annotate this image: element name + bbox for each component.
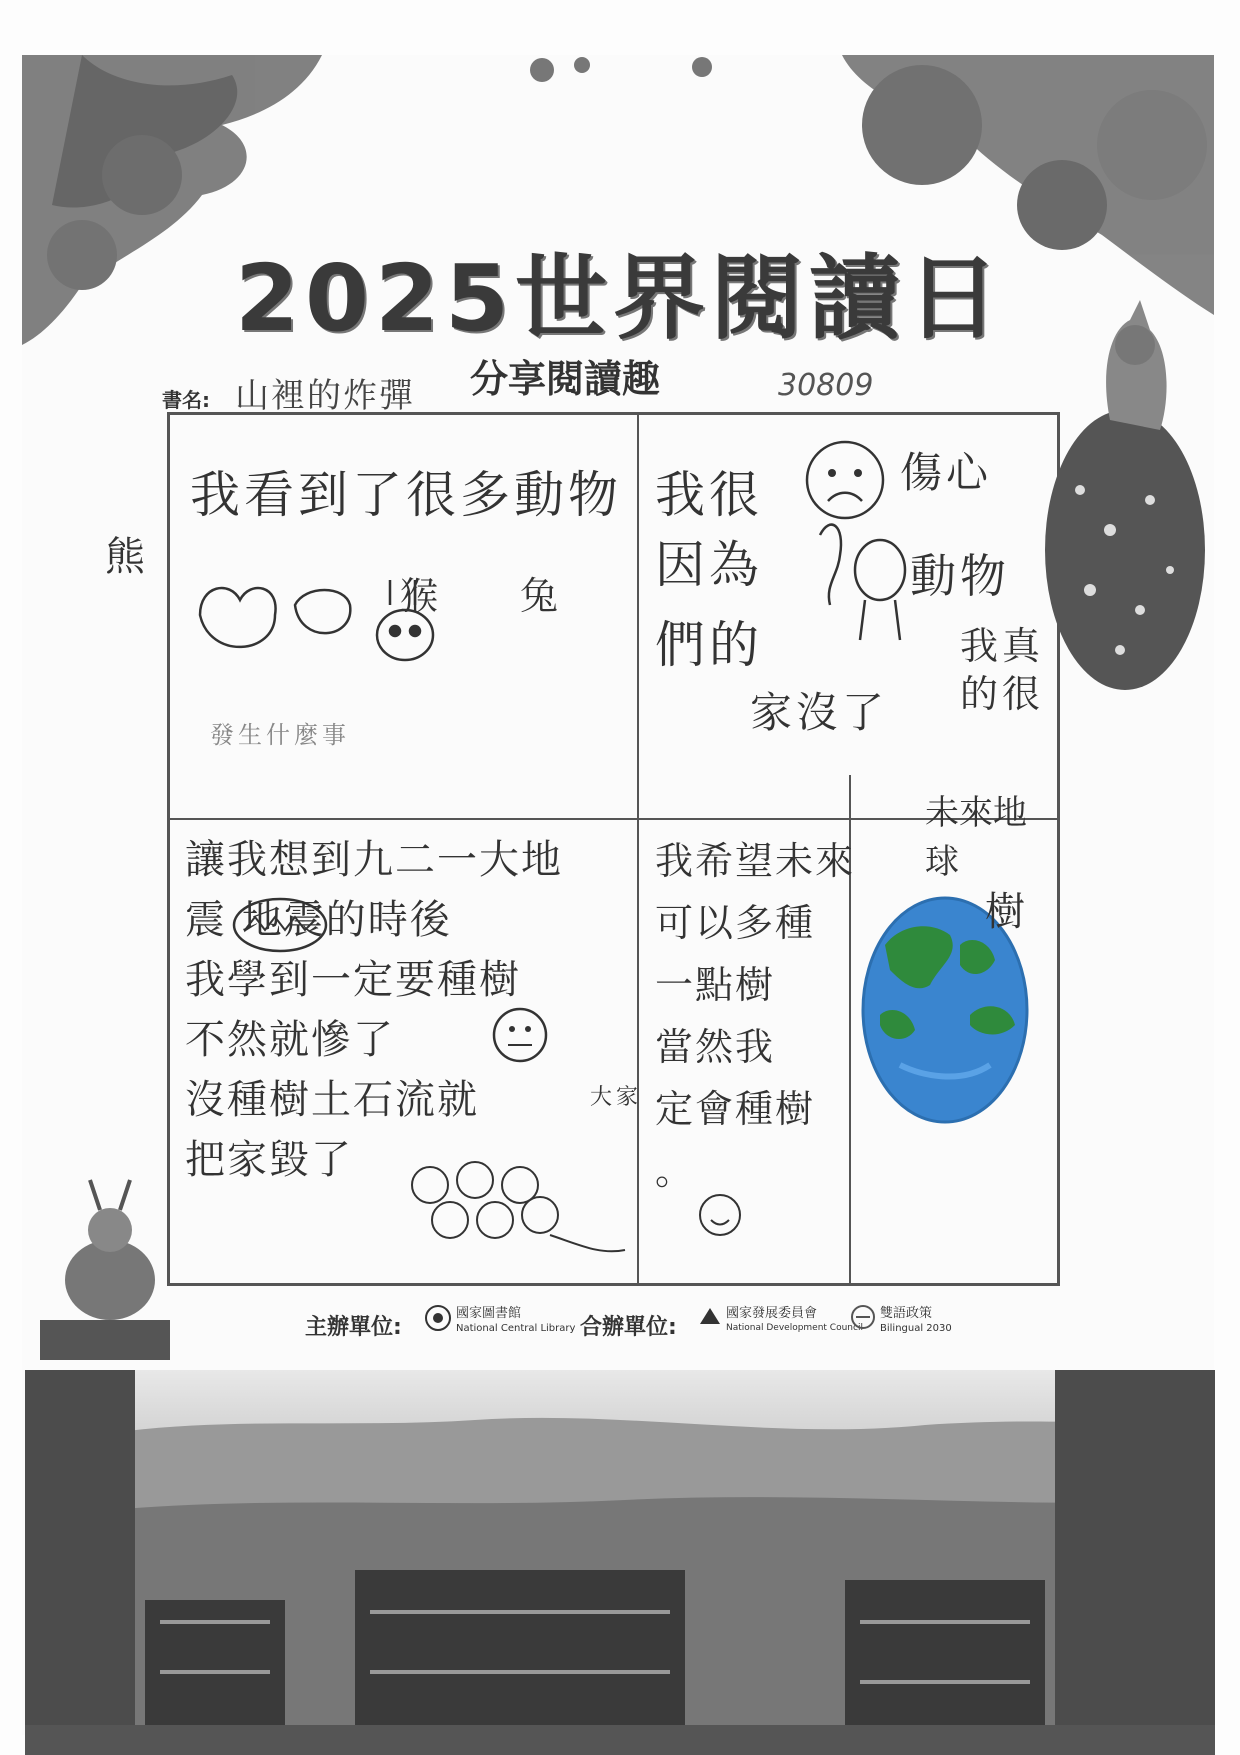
drawing-grid (105, 412, 1060, 1286)
library-scenery-illustration (25, 1370, 1215, 1755)
co-org2-en: Bilingual 2030 (880, 1323, 952, 1334)
mudslide-faces-doodle (400, 1155, 630, 1265)
panel2-line4c: 的很 (960, 672, 1045, 716)
book-title-value: 山裡的炸彈 (235, 376, 415, 416)
monkey-label: 猴 (400, 574, 443, 618)
rabbit-label: 兔 (520, 574, 563, 618)
panel2-line2b: 動物 (910, 549, 1010, 603)
deer-illustration (30, 1160, 190, 1360)
book-title-label: 書名: (162, 388, 210, 412)
sad-face-icon (800, 435, 890, 525)
co-org-en: National Development Council (726, 1323, 863, 1333)
host-org (456, 1306, 575, 1336)
panel2-line2: 因為 (655, 536, 763, 594)
earth-label-future: 未來地球 (925, 793, 1027, 882)
earth-label-tree: 樹 (985, 889, 1029, 935)
bilingual-logo-icon (850, 1304, 876, 1330)
co-org-2 (880, 1306, 952, 1336)
smile-face-icon (695, 1190, 745, 1240)
panel2-line1: 我很 (655, 466, 763, 524)
panel4-line: 當然我 (655, 1025, 776, 1069)
panel2-line4: 家沒了 (750, 688, 889, 737)
panel4-line: 。 (655, 1149, 696, 1193)
panel3-line: 我學到一定要種樹 (185, 957, 521, 1003)
animal-doodle-icon (810, 515, 920, 645)
panel3-line: 沒種樹土石流就 (185, 1077, 479, 1123)
page-title: 2025世界閱讀日 (234, 245, 1006, 352)
co-org2-zh: 雙語政策 (880, 1306, 933, 1321)
student-number: 30809 (778, 368, 874, 403)
panel2-line1b: 傷心 (900, 448, 993, 497)
panel1-prompt: 發生什麼事 (210, 721, 350, 749)
co-host-label: 合辦單位: (580, 1315, 677, 1340)
squirrel-mushroom-illustration (1040, 290, 1210, 730)
panel1-text: 我看到了很多動物 (190, 466, 622, 524)
council-logo-icon (697, 1304, 723, 1330)
co-org-zh: 國家發展委員會 (726, 1306, 818, 1321)
worried-face-icon (490, 1005, 550, 1065)
panel3-line: 讓我想到九二一大地 (185, 837, 563, 883)
panel4-line: 定會種樹 (655, 1087, 816, 1131)
bear-label: 熊 (105, 534, 149, 580)
subtitle: 分享閱讀趣 (470, 357, 661, 401)
panel2-line4b: 我真 (960, 624, 1045, 668)
earthquake-doodle-icon (230, 895, 330, 955)
panel4-line: 一點樹 (655, 963, 776, 1007)
panel3-line: 不然就慘了 (185, 1017, 395, 1063)
panel3-extra: 大家 (590, 1085, 643, 1110)
library-logo-icon (424, 1304, 452, 1332)
panel4-line: 我希望未來 (655, 839, 856, 883)
host-org-en: National Central Library (456, 1323, 576, 1334)
panel3-line: 震 地震的時後 (185, 897, 452, 943)
panel4-line: 可以多種 (655, 901, 816, 945)
panel3-line: 把家毀了 (185, 1137, 353, 1183)
host-label: 主辦單位: (305, 1315, 402, 1340)
co-org (726, 1306, 863, 1336)
panel2-line3: 們的 (655, 616, 763, 674)
panel4-text (655, 830, 855, 1202)
host-org-zh: 國家圖書館 (456, 1306, 522, 1321)
